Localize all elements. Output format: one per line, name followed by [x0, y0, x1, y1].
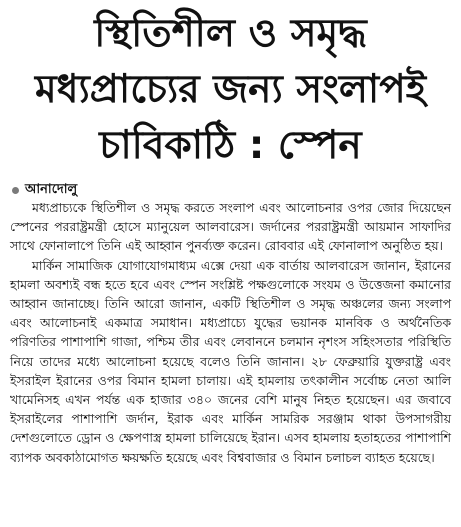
headline-line-2: মধ্যপ্রাচ্যের জন্য সংলাপই [34, 67, 427, 112]
byline [10, 182, 451, 198]
headline-line-1: স্থিতিশীল ও সমৃদ্ধ [94, 11, 367, 56]
paragraph-2: মার্কিন সামাজিক যোগাযোগমাধ্যম এক্সে দেয়া এক বার্তায় আলবারেস জানান, ইরানের হামলা অবশ্যই বন্ধ হতে হবে এবং স্পেন সংশ্লিষ্ট পক্ষগুলোকে সংযম ও উত্তেজনা কমানোর আহ্বান জানাচ্ছে। তিনি আরো জানান, একটি স্থিতিশীল ও সমৃদ্ধ অঞ্চলের জন্য সংলাপ এবং আলোচনাই একমাত্র সমাধান। মধ্যপ্রাচ্যে যুদ্ধের ভয়ানক মানবিক ও অর্থনৈতিক পরিণতির পাশাপাশি গাজা, পশ্চিম তীর এবং লেবাননে চলমান নৃশংস সহিংসতার পরিস্থিতি নিয়ে তাদের মধ্যে আলোচনা হয়েছে বলেও তিনি জানান। ২৮ ফেব্রুয়ারি যুক্তরাষ্ট্র এবং ইসরাইল ইরানের ওপর বিমান হামলা চালায়। এই হামলায় তৎকালীন সর্বোচ্চ নেতা আলি খামেনিসহ এখন পর্যন্ত এক হাজার ৩৪০ জনের বেশি মানুষ নিহত হয়েছেন। এর জবাবে ইসরাইলের পাশাপাশি জর্দান, ইরাক এবং মার্কিন সামরিক সরঞ্জাম থাকা উপসাগরীয় দেশগুলোতে ড্রোন ও ক্ষেপণাস্ত্র হামলা চালিয়েছে ইরান। এসব হামলায় হতাহতের পাশাপাশি ব্যাপক অবকাঠামোগত ক্ষয়ক্ষতি হয়েছে এবং বিশ্ববাজার ও বিমান চলাচল ব্যাহত হয়েছে। [10, 257, 451, 465]
bullet-icon [12, 187, 19, 194]
headline [10, 6, 451, 174]
headline-line-3: চাবিকাঠি : স্পেন [99, 123, 362, 168]
byline-source: আনাদোলু [25, 181, 78, 197]
article-body [10, 198, 451, 467]
paragraph-1: মধ্যপ্রাচ্যকে স্থিতিশীল ও সমৃদ্ধ করতে সংলাপ এবং আলোচনার ওপর জোর দিয়েছেন স্পেনের পররাষ্ট্রমন্ত্রী হোসে ম্যানুয়েল আলবারেস। জর্দানের পররাষ্ট্রমন্ত্রী আয়মান সাফাদির সাথে ফোনালাপে তিনি এই আহ্বান পুনর্ব্যক্ত করেন। রোববার এই ফোনালাপ অনুষ্ঠিত হয়। [10, 200, 451, 254]
